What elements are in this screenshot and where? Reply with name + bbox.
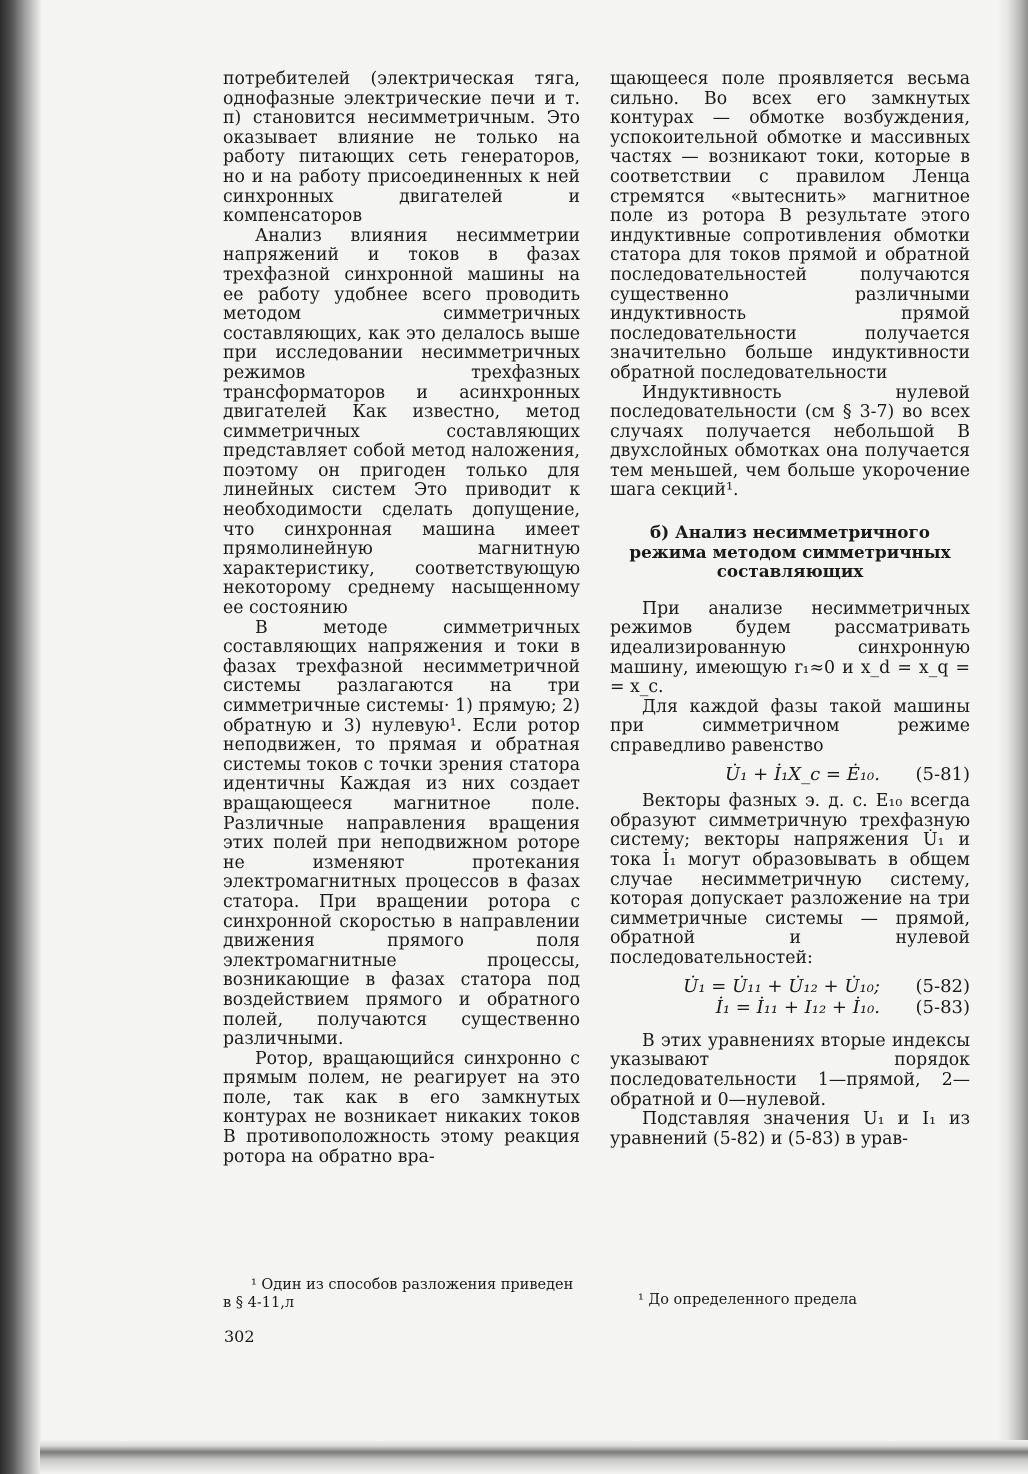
equation-5-82-number: (5-82) — [915, 975, 970, 997]
right-paragraph-6: В этих уравнениях вторые индексы указывают порядок последовательности 1—прямой, 2—обратной и 0—нулевой. — [610, 1030, 970, 1110]
left-column — [223, 70, 580, 1167]
right-paragraph-7: Подставляя значения U₁ и I₁ из уравнений (5-82) и (5-83) в урав- — [610, 1109, 970, 1149]
right-paragraph-5: Векторы фазных э. д. с. E₁₀ всегда образуют симметричную трехфазную систему; векторы напряжения U̇₁ и тока İ₁ могут образовывать в общем случае несимметричную систему, которая допускает разложение на три симметричные системы — прямой, обратной и нулевой последовательностей: — [610, 791, 970, 968]
right-paragraph-4: Для каждой фазы такой машины при симметричном режиме справедливо равенство — [610, 696, 970, 756]
equation-5-81-number: (5-81) — [915, 763, 970, 785]
scan-shadow-bottom — [40, 1440, 1028, 1474]
scan-shadow-left — [0, 0, 42, 1474]
left-paragraph-1: потребителей (электрическая тяга, однофазные электрические печи и т. п) становится несимметричным. Это оказывает влияние не только на работу питающих сеть генераторов, но и на работу присоединенных к ней синхронных двигателей и компенсаторов — [223, 69, 580, 227]
left-paragraph-4: Ротор, вращающийся синхронно с прямым полем, не реагирует на это поле, так как в его замкнутых контурах не возникает никаких токов В противоположность этому реакция ротора на обратно вра- — [223, 1048, 580, 1167]
left-paragraph-3: В методе симметричных составляющих напряжения и токи в фазах трехфазной несимметричной системы разлагаются на три симметричные системы· 1) прямую; 2) обратную и 3) нулевую¹. Если ротор неподвижен, то прямая и обратная системы токов с точки зрения статора идентичны Каждая из них создает вращающееся магнитное поле. Различные направления вращения этих полей при неподвижном роторе не изменяют протекания электромагнитных процессов в фазах статора. При вращении ротора с синхронной скоростью в направлении движения прямого поля электромагнитные процессы, возникающие в фазах статора под воздействием прямого и обратного полей, получаются существенно различными. — [223, 617, 580, 1050]
right-column — [610, 70, 970, 1149]
equation-5-81 — [610, 765, 970, 785]
right-paragraph-1: щающееся поле проявляется весьма сильно. Во всех его замкнутых контурах — обмотке возбуждения, успокоительной обмотке и массивных частях — возникают токи, которые в соответствии с правилом Ленца стремятся «вытеснить» магнитное поле из ротора В результате этого индуктивные сопротивления обмотки статора для токов прямой и обратной последовательностей получаются существенно различными индуктивность прямой последовательности получается значительно больше индуктивности обратной последовательности — [610, 69, 970, 383]
equation-5-82 — [610, 977, 970, 997]
equation-5-81-body: U̇₁ + İ₁X_c = Ė₁₀. — [725, 763, 880, 785]
right-paragraph-2: Индуктивность нулевой последовательности (см § 3-7) во всех случаях получается небольшой В двухслойных обмотках она получается тем меньшей, чем больше укорочение шага секций¹. — [610, 382, 970, 501]
section-heading: б) Анализ несимметричного режима методом симметричных составляющих — [629, 522, 951, 582]
equation-5-83-body: İ₁ = İ₁₁ + I₁₂ + İ₁₀. — [715, 997, 880, 1019]
footnote-right: ¹ До определенного предела — [638, 1292, 857, 1308]
equation-5-82-body: U̇₁ = U̇₁₁ + U̇₁₂ + U̇₁₀; — [683, 975, 880, 997]
right-paragraph-3: При анализе несимметричных режимов будем рассматривать идеализированную синхронную машину, имеющую r₁≈0 и x_d = x_q = = x_c. — [610, 598, 970, 698]
page-number: 302 — [224, 1327, 255, 1346]
equation-5-83 — [610, 998, 970, 1018]
left-paragraph-2: Анализ влияния несимметрии напряжений и токов в фазах трехфазной синхронной машины на ее работу удобнее всего проводить методом симметричных составляющих, как это делалось выше при исследовании несимметричных режимов трехфазных трансформаторов и асинхронных двигателей Как известно, метод симметричных составляющих представляет собой метод наложения, поэтому он пригоден только для линейных систем Это приводит к необходимости сделать допущение, что синхронная машина имеет прямолинейную магнитную характеристику, соответствующую некоторому среднему насыщенному ее состоянию — [223, 225, 580, 619]
scan-shadow-right — [998, 0, 1028, 1474]
equation-5-83-number: (5-83) — [915, 997, 970, 1019]
footnote-left: ¹ Один из способов разложения приведен в § 4-11,л — [223, 1277, 574, 1311]
